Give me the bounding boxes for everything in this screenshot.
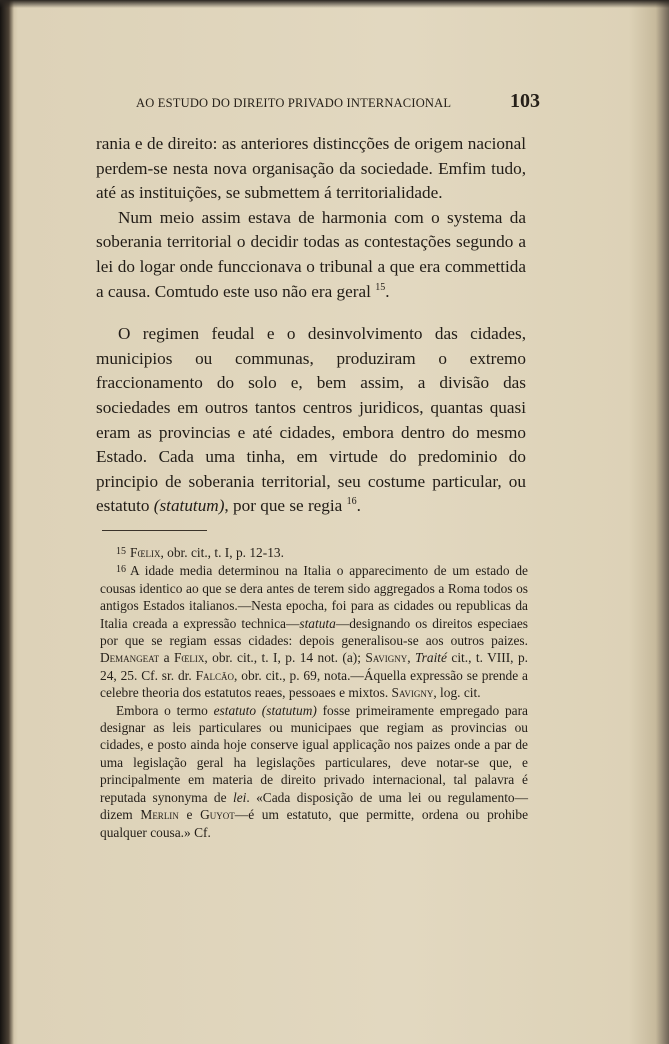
footnote-16-text-h: , log. cit. (433, 685, 481, 701)
footnote-16-text-b: —designando os direitos especiaes por que se regiam essas cidades: depois generalisou-se aos outros paizes. (100, 615, 528, 649)
footnote-15-author: Fœlix (130, 545, 161, 560)
paragraph-3-end: . (356, 496, 361, 516)
footnote-16-p2-estatuto: estatuto (statutum) (213, 702, 317, 718)
main-text (96, 132, 526, 519)
footnote-16-p2-merlin: Merlin (140, 807, 179, 823)
page-number: 103 (510, 90, 540, 112)
footnote-ref-16: 16 (346, 496, 357, 508)
footnote-rule (102, 530, 207, 531)
footnote-16-text-d: , obr. cit., t. I, p. 14 not. (a); (204, 650, 366, 666)
footnote-15-number: 15 (116, 546, 126, 557)
footnote-16-p2-text-d: e (178, 807, 201, 823)
footnote-16-text-e: , (407, 650, 415, 666)
footnotes (100, 543, 528, 841)
footnote-16-demangeat: Demangeat (100, 650, 160, 666)
footnote-16-text-f: cit., t. VIII, p. 24, 25. Cf. sr. dr. (100, 650, 528, 683)
footnote-16-foelix: Fœlix (173, 650, 205, 666)
footnote-16-paragraph-2 (100, 702, 528, 841)
book-gutter-shadow (0, 0, 14, 1044)
paragraph-3-text: O regimen feudal e o desinvolvimento das cidades, municipios ou communas, produziram o extremo fraccionamento do solo e, bem assim, a divisão das sociedades em outros tantos centros juridicos, quantas quasi eram as provincias e até cidades, embora dentro do mesmo Estado. Cada uma tinha, em virtude do predominio do principio de soberania territorial, seu costume particular, ou estatuto (96, 324, 526, 516)
footnote-16-p2-text-a: Embora o termo (116, 702, 214, 718)
footnote-16-number: 16 (116, 564, 126, 576)
paragraph-3-italic: (statutum) (153, 496, 225, 516)
footnote-16-savigny-2: Savigny (391, 685, 434, 701)
footnote-16-text-c: a (159, 650, 174, 666)
page-top-shadow (0, 0, 669, 8)
footnote-16-falcao: Falcão (195, 667, 235, 683)
footnote-16-text-a: A idade media determinou na Italia o apparecimento de um estado de cousas identico ao que se dera antes de terem sido aggregados a Roma todos os antigos Estados italianos.—Nesta epocha, foi para as cidades ou republicas da Italia creada a expressão technica— (100, 563, 528, 631)
paragraph-3-text-b: , por que se regia (224, 496, 343, 516)
paragraph-1: rania e de direito: as anteriores distincções de origem nacional perdem-se nesta nova organisação da sociedade. Emfim tudo, até as instituições, se submettem á territorialidade. (96, 134, 526, 203)
paragraph-2-text: Num meio assim estava de harmonia com o systema da soberania territorial o decidir todas as contestações segundo a lei do logar onde funccionava o tribunal a que era commettida a causa. Comtudo este uso não era geral (96, 207, 526, 301)
footnote-16-p2-guyot: Guyot (200, 807, 235, 823)
paragraph-2 (96, 206, 526, 304)
footnote-16-statuta: statuta (299, 615, 336, 631)
running-head (110, 88, 540, 118)
paragraph-3 (96, 322, 526, 519)
footnote-ref-15: 15 (375, 281, 386, 293)
running-title: AO ESTUDO DO DIREITO PRIVADO INTERNACIONAL (136, 96, 452, 110)
footnote-16-p2-text-c: . «Cada disposição de uma lei ou regulamento—dizem (100, 789, 528, 823)
paragraph-2-end: . (385, 281, 390, 301)
footnote-15 (100, 543, 528, 561)
footnote-16 (100, 561, 528, 701)
footnote-16-p2-text-b: fosse primeiramente empregado para designar as leis particulares ou municipaes que regiam as provincias ou cidades, e posto ainda hoje conserve igual applicação nos paizes onde a par de uma legislação geral ha legislações particulares, deve notar-se que, e principalmente em materia de direito privado internacional, tal palavra é reputada synonyma de (100, 702, 528, 805)
footnote-16-p2-text-e: —é um estatuto, que permitte, ordena ou prohibe qualquer cousa.» Cf. (100, 807, 529, 840)
footnote-16-traite: Traité (414, 650, 447, 666)
footnote-16-savigny: Savigny (365, 650, 408, 666)
footnote-16-p2-lei: lei (232, 789, 247, 805)
footnote-16-text-g: , obr. cit., p. 69, nota.—Áquella expressão se prende a celebre theoria dos estatutos reaes, pessoaes e mixtos. (100, 667, 529, 701)
footnote-15-text: , obr. cit., t. I, p. 12-13. (160, 545, 284, 560)
